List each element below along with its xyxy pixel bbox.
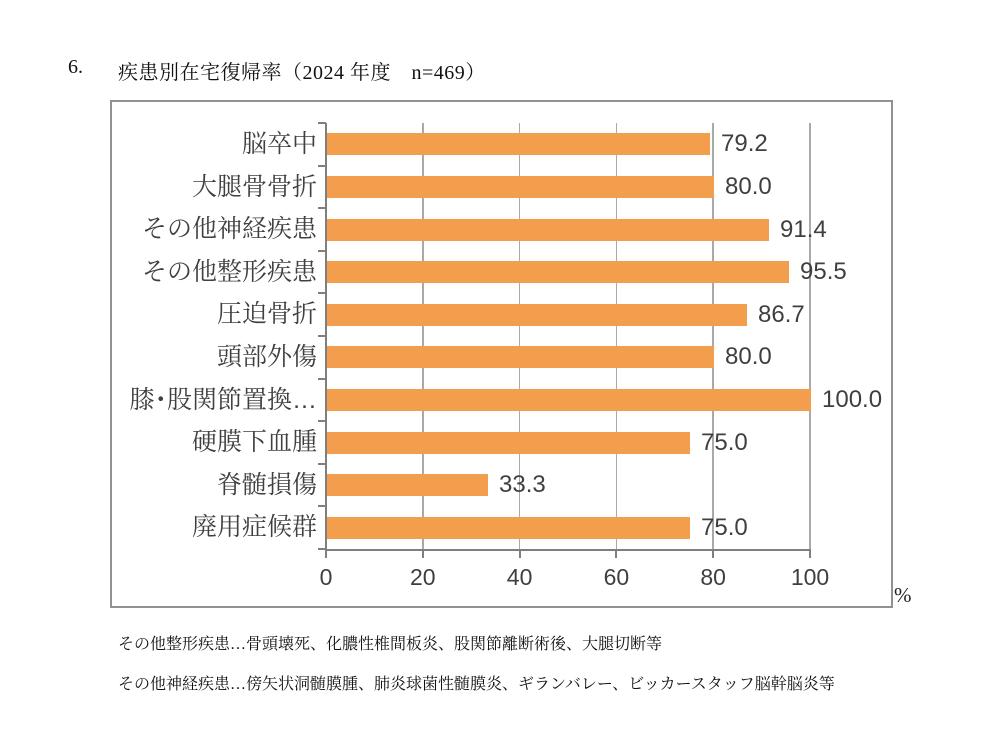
value-label: 95.5 [800, 258, 847, 286]
category-label: 大腿骨骨折 [191, 172, 317, 201]
category-label: 圧迫骨折 [216, 300, 317, 329]
gridline [809, 123, 811, 549]
bar [327, 474, 488, 496]
x-axis-unit-label: % [894, 583, 912, 607]
section-number: 6. [68, 56, 83, 78]
bar [327, 432, 690, 454]
bar [327, 517, 690, 539]
footnote-neurological: その他神経疾患…傍矢状洞髄膜腫、肺炎球菌性髄膜炎、ギランバレー、ビッカースタッフ脳幹脳炎等 [118, 676, 835, 693]
x-axis-tick-label: 0 [319, 564, 333, 590]
category-label: その他神経疾患 [141, 215, 317, 244]
value-label: 100.0 [822, 385, 883, 413]
category-label: 硬膜下血腫 [191, 428, 317, 457]
value-label: 75.0 [701, 513, 748, 541]
chart-frame [110, 100, 893, 608]
value-label: 33.3 [499, 471, 546, 499]
category-label: 脊髄損傷 [216, 470, 317, 499]
category-label: 頭部外傷 [216, 343, 317, 371]
value-label: 86.7 [758, 300, 805, 328]
value-label: 75.0 [701, 428, 748, 456]
x-axis-tick-label: 80 [700, 564, 726, 590]
value-label: 91.4 [780, 215, 827, 243]
bar [327, 176, 714, 198]
value-label: 79.2 [721, 130, 768, 158]
value-label: 80.0 [725, 343, 772, 371]
plot-area [112, 102, 891, 606]
x-axis-tick-label: 20 [410, 564, 436, 590]
bar [327, 133, 710, 155]
category-label: 脳卒中 [241, 130, 317, 158]
category-label: その他整形疾患 [141, 257, 317, 286]
bar [327, 389, 811, 411]
bar [327, 304, 747, 326]
x-axis-tick-label: 40 [506, 564, 533, 590]
x-axis-tick-label: 60 [603, 564, 630, 590]
value-label: 80.0 [725, 172, 772, 200]
bar [327, 219, 769, 241]
category-label: 廃用症候群 [191, 513, 317, 542]
section-title: 疾患別在宅復帰率（2024 年度 n=469） [118, 62, 486, 84]
footnote-orthopedic: その他整形疾患…骨頭壊死、化膿性椎間板炎、股関節離断術後、大腿切断等 [118, 636, 663, 653]
x-axis-tick-label: 100 [790, 564, 830, 590]
x-axis-line [325, 549, 811, 551]
category-label: 膝･股関節置換… [129, 385, 317, 414]
bar [327, 261, 789, 283]
bar [327, 346, 714, 368]
